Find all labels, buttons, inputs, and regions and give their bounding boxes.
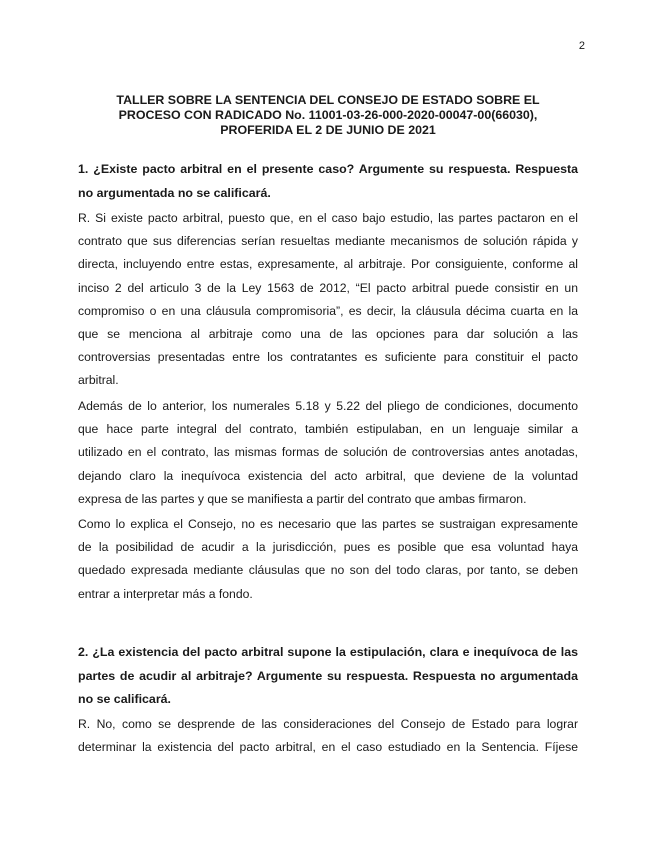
paragraph-line: directa, incluyendo entre estas, expresamente, al arbitraje. Por consiguiente, conforme al: [78, 257, 578, 272]
paragraph-line: contrato que sus diferencias serían resueltas mediante mecanismos de solución rápida y: [78, 234, 578, 249]
answer-1-paragraph-2: [78, 395, 578, 511]
question-2-line: 2. ¿La existencia del pacto arbitral supone la estipulación, clara e inequívoca de las: [78, 645, 578, 659]
document-title: [78, 93, 578, 138]
paragraph-line: R. No, como se desprende de las consideraciones del Consejo de Estado para lograr: [78, 717, 578, 731]
paragraph-line: que hace parte integral del contrato, también estipulaban, en un lenguaje similar a: [78, 422, 578, 437]
paragraph-line: dejando claro la inequívoca existencia del acto arbitral, que deviene de la voluntad: [78, 468, 578, 483]
paragraph-line: Como lo explica el Consejo, no es necesario que las partes se sustraigan expresamente: [78, 517, 578, 531]
answer-1-paragraph-1: [78, 207, 578, 393]
question-1-line: no argumentada no se calificará.: [78, 185, 271, 200]
paragraph-line: compromiso o en una cláusula compromisoria”, es decir, la cláusula décima cuarta en la: [78, 303, 578, 318]
question-1-line: 1. ¿Existe pacto arbitral en el presente caso? Argumente su respuesta. Respuesta: [78, 162, 578, 176]
title-line: PROFERIDA EL 2 DE JUNIO DE 2021: [220, 123, 436, 137]
paragraph-line: entrar a interpretar más a fondo.: [78, 586, 253, 601]
paragraph-line: determinar la existencia del pacto arbitral, en el caso estudiado en la Sentencia. Fíjese: [78, 740, 578, 755]
paragraph-line: que se menciona al arbitraje como una de las opciones para dar solución a las: [78, 327, 578, 342]
question-1: [78, 158, 578, 205]
paragraph-line: inciso 2 del articulo 3 de la Ley 1563 de 2012, “El pacto arbitral puede consistir en un: [78, 280, 578, 295]
title-line: TALLER SOBRE LA SENTENCIA DEL CONSEJO DE ESTADO SOBRE EL: [116, 93, 540, 107]
answer-1-paragraph-3: [78, 513, 578, 606]
question-2-line: partes de acudir al arbitraje? Argumente su respuesta. Respuesta no argumentada: [78, 668, 578, 683]
paragraph-line: expresa de las partes y que se manifiesta a partir del contrato que ambas firmaron.: [78, 491, 527, 506]
paragraph-line: de la posibilidad de acudir a la jurisdicción, pues es posible que esa voluntad haya: [78, 540, 578, 555]
question-2: [78, 641, 578, 712]
paragraph-line: Además de lo anterior, los numerales 5.18 y 5.22 del pliego de condiciones, documento: [78, 399, 578, 413]
paragraph-line: arbitral.: [78, 373, 119, 388]
paragraph-line: quedado expresada mediante cláusulas que no son del todo claras, por tanto, se deben: [78, 563, 578, 578]
paragraph-line: R. Si existe pacto arbitral, puesto que, en el caso bajo estudio, las partes pactaron en el: [78, 211, 578, 225]
paragraph-line: utilizado en el contrato, las mismas formas de solución de controversias antes anotadas,: [78, 445, 578, 460]
paragraph-line: controversias presentadas entre los contratantes es suficiente para constituir el pacto: [78, 350, 578, 365]
page-number: 2: [578, 40, 585, 52]
answer-2-paragraph-1: [78, 713, 578, 759]
question-2-line: no se calificará.: [78, 692, 171, 706]
title-line: PROCESO CON RADICADO No. 11001-03-26-000-2020-00047-00(66030),: [118, 108, 538, 122]
